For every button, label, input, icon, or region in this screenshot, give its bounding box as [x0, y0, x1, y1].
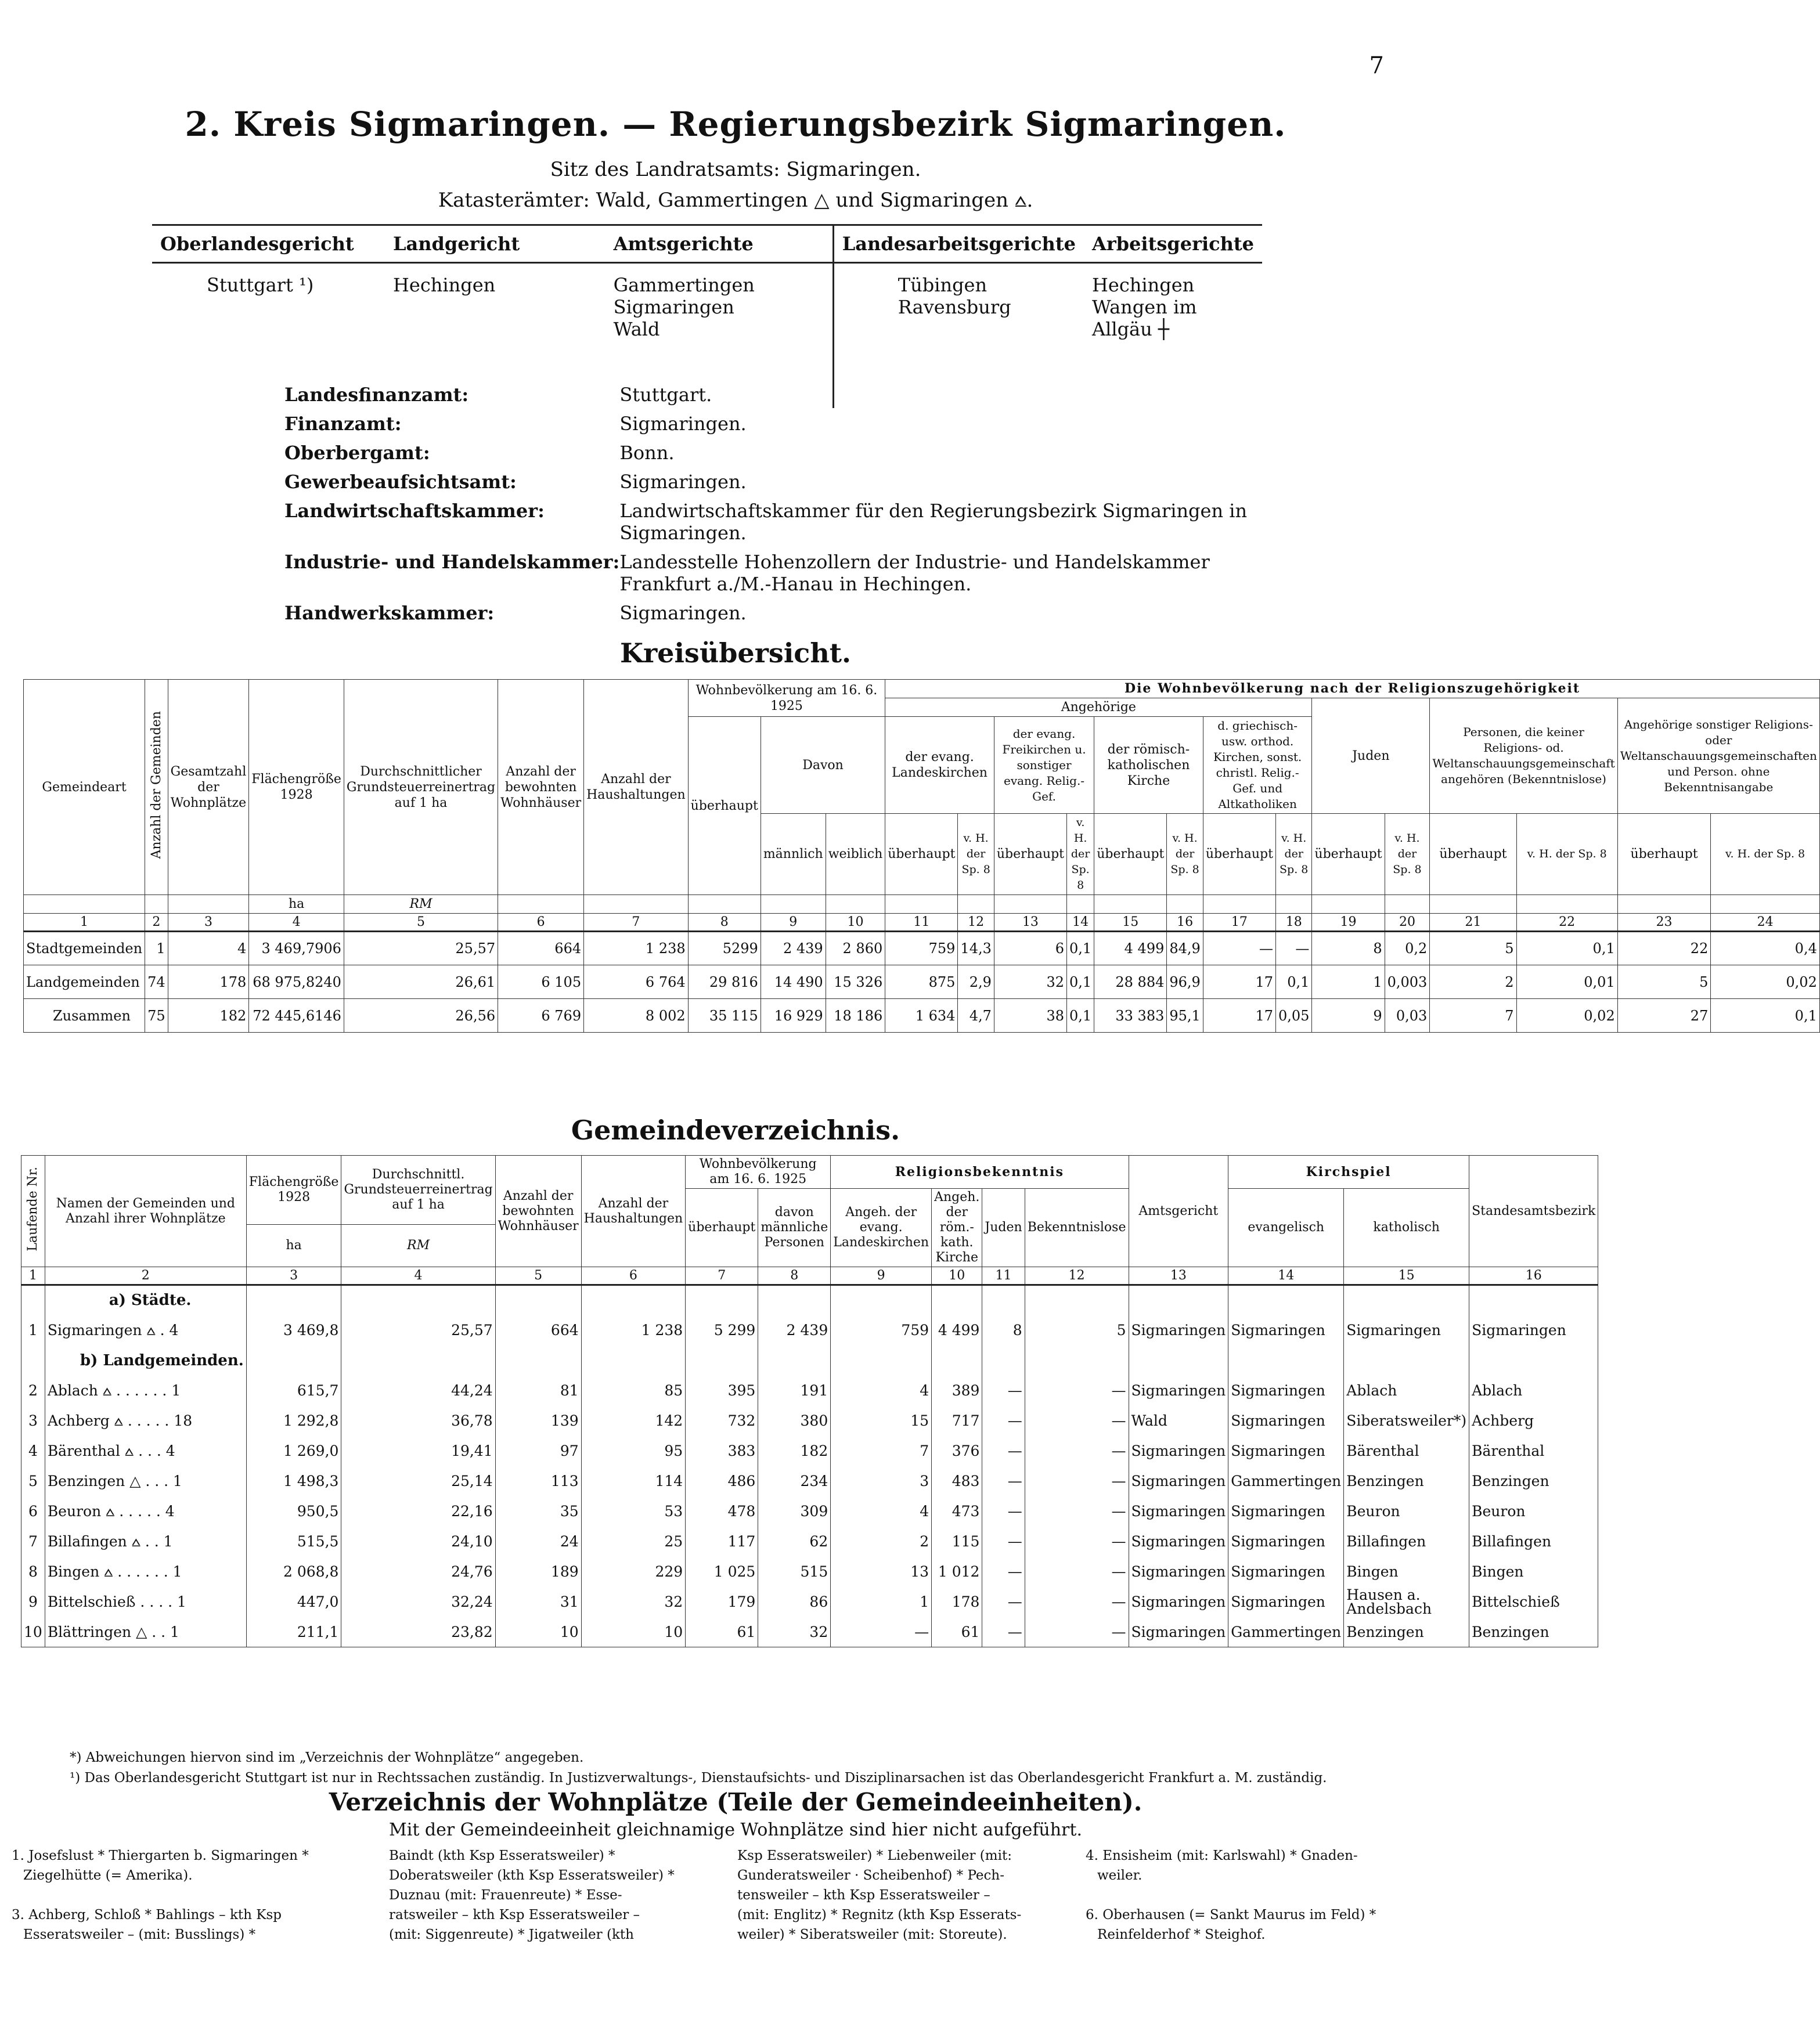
gv-h-evangelisch: evangelisch — [1228, 1189, 1344, 1267]
ku-h-maennlich: männlich — [761, 814, 826, 895]
gv-column-numbers: 1 2 3 4 5 6 7 8 9 10 11 12 13 14 15 16 — [21, 1267, 1598, 1285]
gv-h-grundsteuer: Durchschnittl. Grundsteuerreinertrag auf 1 ha — [341, 1156, 495, 1225]
gv-h-wohnbev: Wohnbevölkerung am 16. 6. 1925 — [686, 1156, 831, 1189]
table-row: 1 Sigmaringen ⩟ . 4 3 469,8 25,57 664 1 238 5 299 2 439 759 4 499 8 5 Sigmaringen Sigmaringen Sigmaringen Sigmaringen — [21, 1315, 1598, 1346]
table-row: 8 Bingen ⩟ . . . . . . 1 2 068,8 24,76 189 229 1 025 515 13 1 012 — — Sigmaringen Sigmaringen Bingen Bingen — [21, 1557, 1598, 1587]
courts-ag-value: Gammertingen Sigmaringen Wald — [606, 263, 834, 408]
gv-h-haushaltungen: Anzahl der Haushaltungen — [581, 1156, 686, 1267]
gemeindeverzeichnis-table — [21, 1155, 1598, 1647]
page-number: 7 — [1369, 52, 1384, 79]
courts-header-ag: Amtsgerichte — [606, 225, 834, 263]
authority-row: Industrie- und Handelskammer: Landesstelle Hohenzollern der Industrie- und Handelskammer Frankfurt a./M.-Hanau in Hechingen. — [284, 551, 1210, 595]
ku-h-griech: d. griechisch-usw. orthod. Kirchen, sonst. christl. Relig.-Gef. und Altkatholiken — [1203, 717, 1312, 814]
section-row: a) Städte. — [21, 1285, 1598, 1315]
gv-h-ha: ha — [246, 1224, 341, 1267]
gv-h-religion: Religionsbekenntnis — [831, 1156, 1129, 1189]
ku-h-ueberhaupt: überhaupt — [688, 717, 761, 895]
ku-h-davon: Davon — [761, 717, 885, 814]
ku-h-evang: der evang. Landeskirchen — [885, 717, 994, 814]
section-row: b) Landgemeinden. — [21, 1346, 1598, 1376]
authority-row: Landesfinanzamt: Stuttgart. — [284, 384, 712, 406]
gv-h-katholisch: katholisch — [1344, 1189, 1469, 1267]
ku-h-rm: RM — [344, 895, 498, 914]
table-row: 4 Bärenthal ⩟ . . . 4 1 269,0 19,41 97 95 383 182 7 376 — — Sigmaringen Sigmaringen Bärenthal Bärenthal — [21, 1436, 1598, 1466]
gv-h-bekenntnislose: Bekenntnislose — [1025, 1189, 1129, 1267]
table-row: 6 Beuron ⩟ . . . . . 4 950,5 22,16 35 53 478 309 4 473 — — Sigmaringen Sigmaringen Beuron Beuron — [21, 1496, 1598, 1527]
authority-row: Landwirtschaftskammer: Landwirtschaftskammer für den Regierungsbezirk Sigmaringen in Sigmaringen. — [284, 500, 1248, 544]
ku-h-gesamtzahl: Gesamtzahl der Wohnplätze — [168, 680, 249, 895]
gv-h-lfd: Laufende Nr. — [25, 1167, 40, 1251]
gv-h-maennlich: davon männliche Personen — [758, 1189, 831, 1267]
wohnplaetze-subheading: Mit der Gemeindeeinheit gleichnamige Wohnplätze sind hier nicht aufgeführt. — [389, 1820, 1082, 1840]
gv-h-kath: Angeh. der röm.-kath. Kirche — [932, 1189, 982, 1267]
ku-h-freikirchen: der evang. Freikirchen u. sonstiger evang. Relig.-Gef. — [994, 717, 1094, 814]
courts-header-lag: Landesarbeitsgerichte — [833, 225, 1084, 263]
ku-h-angehoerige: Angehörige — [885, 698, 1312, 717]
ku-h-juden: Juden — [1312, 698, 1430, 814]
wohnplaetze-col-3: Ksp Esseratsweiler) * Liebenweiler (mit: Gunderatsweiler · Scheibenhof) * Pech- tensweiler – kth Ksp Esseratsweiler – (mit: Englitz) * Regnitz (kth Ksp Esserats- weiler) * Siberatsweiler (mit: Storeute). — [737, 1848, 1022, 1942]
gv-h-wohnhaeuser: Anzahl der bewohnten Wohnhäuser — [495, 1156, 581, 1267]
kreisuebersicht-heading: Kreisübersicht. — [619, 637, 852, 669]
ku-h-kath: der römisch-katholischen Kirche — [1094, 717, 1203, 814]
wohnplaetze-col-2: Baindt (kth Ksp Esseratsweiler) * Doberatsweiler (kth Ksp Esseratsweiler) * Duznau (mit: Frauenreute) * Esse- ratsweiler – kth Ksp Esseratsweiler – (mit: Siggenreute) * Jigatweiler (kth — [389, 1848, 675, 1942]
ku-h-ha: ha — [249, 895, 344, 914]
katasteraemter-line: Katasterämter: Wald, Gammertingen △ und Sigmaringen ⩟. — [438, 189, 1033, 212]
ku-h-flaeche: Flächengröße 1928 — [249, 680, 344, 895]
courts-header-lg: Landgericht — [385, 225, 606, 263]
ku-h-anzahl: Anzahl der Gemeinden — [149, 711, 164, 859]
gv-h-kirchspiel: Kirchspiel — [1228, 1156, 1469, 1189]
ku-h-grundsteuer: Durchschnittlicher Grundsteuerreinertrag auf 1 ha — [344, 680, 498, 895]
authorities-list — [284, 380, 1304, 627]
gv-h-ueberhaupt: überhaupt — [686, 1189, 758, 1267]
table-row: Landgemeinden 74 178 68 975,8240 26,61 6 105 6 764 29 816 14 490 15 326 875 2,9 32 0,1 28 884 96,9 17 0,1 1 0,003 2 0,01 5 0,02 — [24, 965, 1820, 999]
gv-h-namen: Namen der Gemeinden und Anzahl ihrer Wohnplätze — [45, 1156, 246, 1267]
wohnplaetze-col-4: 4. Ensisheim (mit: Karlswahl) * Gnaden- weiler. 6. Oberhausen (= Sankt Maurus im Feld) * Reinfelderhof * Steighof. — [1086, 1848, 1376, 1942]
gv-h-rm: RM — [341, 1224, 495, 1267]
courts-lg-value: Hechingen — [393, 274, 496, 296]
table-row-total: Zusammen 75 182 72 445,6146 26,56 6 769 8 002 35 115 16 929 18 186 1 634 4,7 38 0,1 33 383 95,1 17 0,05 9 0,03 7 0,02 27 0,1 — [24, 999, 1820, 1033]
ku-h-wohnhaeuser: Anzahl der bewohnten Wohnhäuser — [498, 680, 584, 895]
landratsamt-line: Sitz des Landratsamts: Sigmaringen. — [550, 158, 921, 181]
table-row: 5 Benzingen △ . . . 1 1 498,3 25,14 113 114 486 234 3 483 — — Sigmaringen Gammertingen Benzingen Benzingen — [21, 1466, 1598, 1496]
gv-h-amtsgericht: Amtsgericht — [1129, 1156, 1228, 1267]
gemeindeverzeichnis-heading: Gemeindeverzeichnis. — [571, 1115, 900, 1146]
ku-h-keine: Personen, die keiner Religions- od. Weltanschauungsgemeinschaft angehören (Bekenntnislose) — [1430, 698, 1617, 814]
gv-h-evang: Angeh. der evang. Landeskirchen — [831, 1189, 932, 1267]
footnote-wohnplaetze: *) Abweichungen hiervon sind im „Verzeichnis der Wohnplätze“ angegeben. — [70, 1750, 584, 1765]
ku-h-gemeindeart: Gemeindeart — [24, 680, 145, 895]
authority-row: Finanzamt: Sigmaringen. — [284, 413, 747, 435]
authority-row: Gewerbeaufsichtsamt: Sigmaringen. — [284, 471, 747, 493]
courts-olg-value: Stuttgart ¹) — [207, 274, 314, 296]
table-row: 3 Achberg ⩟ . . . . . 18 1 292,8 36,78 139 142 732 380 15 717 — — Wald Sigmaringen Siberatsweiler*) Achberg — [21, 1406, 1598, 1436]
kreisuebersicht-table: Gemeindeart Anzahl der Gemeinden Gesamtzahl der Wohnplätze Flächengröße 1928 Durchschnittlicher Grundsteuerreinertrag auf 1 ha Anzahl der bewohnten Wohnhäuser Anzahl der Haushaltungen Wohnbevölkerung am 16. 6. 1925 Die Wohnbevölkerung nach der Religionszugehörigkeit Angehörige Juden Personen, die keiner Religions- od. Weltanschauungsgemeinschaft angehören (Bekenntnislose) Angehörige sonstiger Religions- oder Weltanschauungsgemeinschaften und Person. ohne Bekenntnisangabe überhaupt Davon der evang. Landeskirchen der evang. Freikirchen u. sonstiger evang. Relig.-Gef. der römisch-katholischen Kirche d. griechisch-usw. orthod. Kirchen, sonst. christl. Relig.-Gef. und Altkatholiken männlich weiblich überhaupt v. H. der Sp. 8 überhaupt v. H. der Sp. 8 überhaupt v. H. der Sp. 8 überhaupt v. H. der Sp. 8 überhaupt v. H. der Sp. 8 überhaupt v. H. der Sp. 8 überhaupt v. H. der Sp. 8 ha RM 1 2 3 4 5 6 7 8 9 10 11 12 13 14 15 16 17 18 19 20 21 22 23 24 Stadtgemeinden 1 4 3 469,7906 25,57 664 1 238 5299 2 439 2 860 759 14,3 6 0,1 4 499 84,9 — — 8 0,2 5 0,1 22 0,4 Landgemeinden 74 178 68 975,8240 26,61 6 105 6 764 29 816 14 490 15 326 875 2,9 32 0,1 28 884 96,9 17 0,1 1 0,003 2 0,01 5 0,02 Zusammen 75 182 72 445,6146 26,56 6 769 8 002 35 115 16 929 18 186 1 634 4,7 38 0,1 33 383 95,1 17 0,05 9 0,03 7 0,02 27 0,1 — [23, 679, 1820, 1033]
courts-lag-value: Tübingen Ravensburg — [898, 274, 1011, 318]
gv-h-standesamt: Standesamtsbezirk — [1469, 1156, 1598, 1267]
table-row: 10 Blättringen △ . . 1 211,1 23,82 10 10 61 32 — 61 — — Sigmaringen Gammertingen Benzingen Benzingen — [21, 1617, 1598, 1647]
courts-header-olg: Oberlandesgericht — [152, 225, 385, 263]
ku-h-weiblich: weiblich — [826, 814, 885, 895]
gv-h-flaeche: Flächengröße 1928 — [246, 1156, 341, 1225]
gv-h-juden: Juden — [982, 1189, 1025, 1267]
footnote-olg: ¹) Das Oberlandesgericht Stuttgart ist nur in Rechtssachen zuständig. In Justizverwaltungs-, Dienstaufsichts- und Disziplinarsachen ist das Oberlandesgericht Frankfurt a. M. zuständig. — [70, 1770, 1327, 1786]
ku-h-religion: Die Wohnbevölkerung nach der Religionszugehörigkeit — [885, 680, 1820, 698]
courts-arbg-value: Hechingen Wangen im Allgäu ┼ — [1091, 274, 1197, 340]
table-row: 7 Billafingen ⩟ . . 1 515,5 24,10 24 25 117 62 2 115 — — Sigmaringen Sigmaringen Billafingen Billafingen — [21, 1527, 1598, 1557]
table-row: 2 Ablach ⩟ . . . . . . 1 615,7 44,24 81 85 395 191 4 389 — — Sigmaringen Sigmaringen Ablach Ablach — [21, 1376, 1598, 1406]
wohnplaetze-heading: Verzeichnis der Wohnplätze (Teile der Gemeindeeinheiten). — [329, 1788, 1143, 1816]
authority-row: Handwerkskammer: Sigmaringen. — [284, 602, 747, 624]
ku-h-sonstige: Angehörige sonstiger Religions- oder Weltanschauungsgemeinschaften und Person. ohne Bekenntnisangabe — [1617, 698, 1819, 814]
ku-h-haushaltungen: Anzahl der Haushaltungen — [584, 680, 689, 895]
ku-column-numbers: 1 2 3 4 5 6 7 8 9 10 11 12 13 14 15 16 17 18 19 20 21 22 23 24 — [24, 914, 1820, 932]
courts-header-arbg: Arbeitsgerichte — [1084, 225, 1262, 263]
table-row: Stadtgemeinden 1 4 3 469,7906 25,57 664 1 238 5299 2 439 2 860 759 14,3 6 0,1 4 499 84,9 — — 8 0,2 5 0,1 22 0,4 — [24, 932, 1820, 965]
table-row: 9 Bittelschieß . . . . 1 447,0 32,24 31 32 179 86 1 178 — — Sigmaringen Sigmaringen Hausen a. Andelsbach Bittelschieß — [21, 1587, 1598, 1617]
authority-row: Oberbergamt: Bonn. — [284, 442, 675, 464]
ku-h-wohnbev: Wohnbevölkerung am 16. 6. 1925 — [688, 680, 885, 717]
wohnplaetze-col-1: 1. Josefslust * Thiergarten b. Sigmaringen * Ziegelhütte (= Amerika). 3. Achberg, Schloß * Bahlings – kth Ksp Esseratsweiler – (mit: Busslings) * — [12, 1848, 309, 1942]
page-title: 2. Kreis Sigmaringen. — Regierungsbezirk Sigmaringen. — [185, 104, 1286, 144]
